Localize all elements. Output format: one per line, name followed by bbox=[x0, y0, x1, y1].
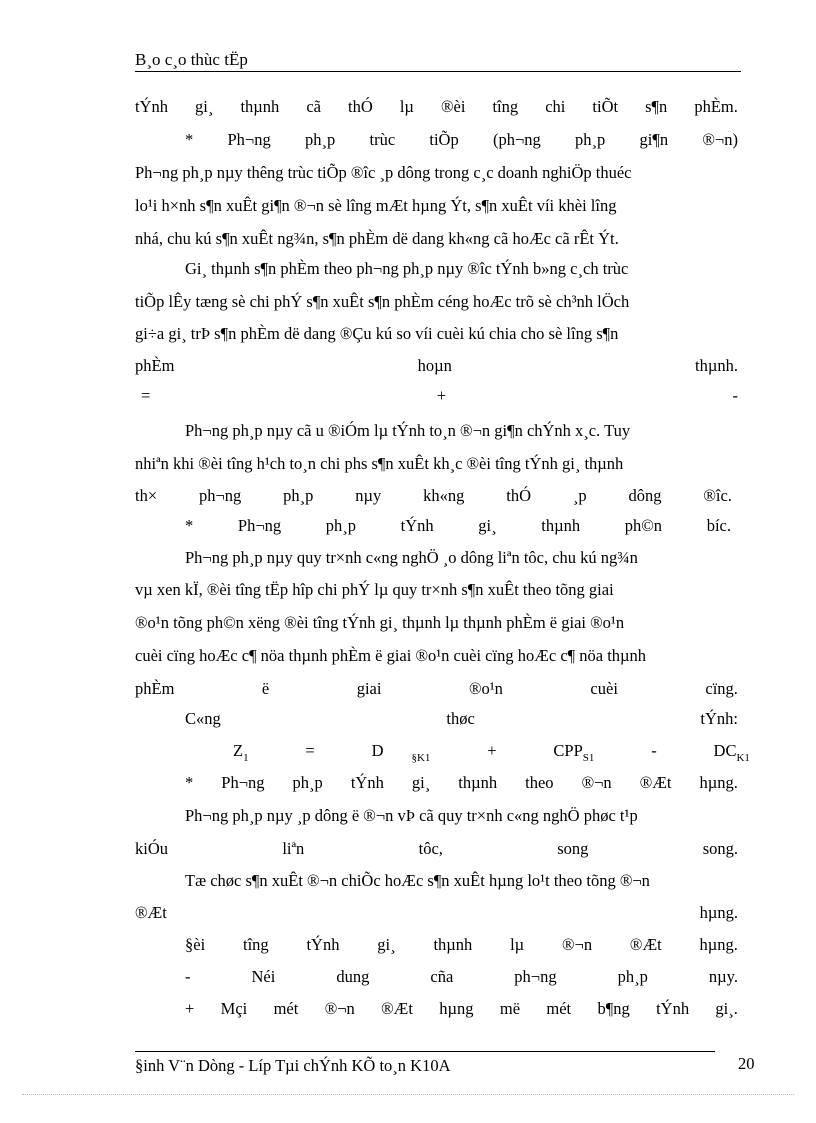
word: ph¬ng bbox=[514, 967, 557, 986]
word: thÓ bbox=[506, 486, 532, 505]
word: tôc, bbox=[418, 839, 443, 858]
formula-cpp: $CPP_{S1}$ bbox=[553, 741, 595, 764]
word: thøc bbox=[446, 709, 475, 728]
word: kh«ng bbox=[423, 486, 465, 505]
body-line: Gi¸ thµnh s¶n phÈm theo ph¬ng ph¸p nµy ®îc tÝnh b»ng c¸ch trùc bbox=[185, 259, 629, 278]
minus-sign: - bbox=[732, 386, 738, 405]
body-line: Ph¬ng ph¸p nµy ¸p dông ë ®¬n vÞ cã quy tr×nh c«ng nghÖ phøc t¹p bbox=[185, 806, 638, 825]
word: ®Æt bbox=[135, 903, 167, 922]
body-line: cuèi cïng hoÆc c¶ nöa thµnh phÈm ë giai ®o¹n cuèi cïng hoÆc c¶ nöa thµnh bbox=[135, 646, 647, 665]
word: gi¸. bbox=[715, 999, 738, 1018]
formula-operators bbox=[141, 386, 738, 406]
word: tÝnh bbox=[400, 516, 434, 535]
word: ®¬n) bbox=[702, 130, 738, 149]
word: tÝnh bbox=[656, 999, 690, 1018]
word: tîng bbox=[242, 935, 269, 954]
word: b¶ng bbox=[597, 999, 630, 1018]
word: mét bbox=[273, 999, 299, 1018]
body-line: Ph¬ng ph¸p nµy thêng trùc tiÕp ®îc ¸p dông trong c¸c doanh nghiÖp thuéc bbox=[135, 163, 632, 182]
word: theo bbox=[525, 773, 554, 792]
word: Mçi bbox=[220, 999, 248, 1018]
word: gi¸ bbox=[411, 773, 431, 792]
body-line: Ph¬ng ph¸p nµy quy tr×nh c«ng nghÖ ¸o dông liªn tôc, chu kú ng¾n bbox=[185, 548, 638, 567]
word: cña bbox=[430, 967, 454, 986]
word: song. bbox=[702, 839, 738, 858]
word: gi¸ bbox=[377, 935, 396, 954]
word: song bbox=[557, 839, 589, 858]
word: nµy. bbox=[708, 967, 738, 986]
word: nµy bbox=[355, 486, 382, 505]
body-line: Ph¬ng ph¸p nµy cã u ®iÓm lµ tÝnh to¸n ®¬n gi¶n chÝnh x¸c. Tuy bbox=[185, 421, 631, 440]
word: tiÕp bbox=[429, 130, 459, 149]
formula-plus: + bbox=[487, 741, 497, 760]
body-line: gi÷a gi¸ trÞ s¶n phÈm dë dang ®Çu kú so víi cuèi kú chia cho sè lîng s¶n bbox=[135, 324, 619, 343]
body-line bbox=[135, 356, 738, 376]
body-line bbox=[185, 999, 738, 1019]
word: phÈm. bbox=[694, 97, 738, 116]
body-line bbox=[135, 97, 738, 117]
formula-minus: - bbox=[651, 741, 657, 760]
word: ®¬n bbox=[324, 999, 355, 1018]
word: tîng bbox=[492, 97, 519, 116]
word: lµ bbox=[510, 935, 525, 954]
word: ®îc. bbox=[703, 486, 732, 505]
word: lµ bbox=[399, 97, 414, 116]
body-line: Tæ chøc s¶n xuÊt ®¬n chiÕc hoÆc s¶n xuÊt hµng lo¹t theo tõng ®¬n bbox=[185, 871, 650, 890]
plus-sign: + bbox=[436, 386, 447, 405]
word: gi¶n bbox=[639, 130, 669, 149]
word: gi¸ bbox=[195, 97, 214, 116]
word: hµng. bbox=[699, 773, 738, 792]
word: tÝnh bbox=[350, 773, 384, 792]
word: tÝnh bbox=[306, 935, 340, 954]
word: bíc. bbox=[706, 516, 731, 535]
word: thÓ bbox=[348, 97, 373, 116]
word: ®¬n bbox=[562, 935, 593, 954]
word: cïng. bbox=[705, 679, 738, 698]
word: s¶n bbox=[645, 97, 668, 116]
body-line bbox=[185, 773, 738, 793]
word: ph¸p bbox=[292, 773, 323, 792]
word: cã bbox=[306, 97, 321, 116]
word: ®o¹n bbox=[468, 679, 503, 698]
body-line: nhiªn khi ®èi tîng h¹ch to¸n chi phs s¶n xuÊt kh¸c ®èi tîng tÝnh gi¸ thµnh bbox=[135, 454, 624, 473]
body-line: nhá, chu kú s¶n xuÊt ng¾n, s¶n phÈm dë dang kh«ng cã hoÆc cã rÊt Ýt. bbox=[135, 229, 619, 248]
word: (ph¬ng bbox=[492, 130, 541, 149]
body-line bbox=[185, 709, 738, 729]
word: Ph¬ng bbox=[227, 130, 271, 149]
word: phÈm bbox=[135, 679, 175, 698]
body-line: lo¹i h×nh s¶n xuÊt gi¶n ®¬n sè lîng mÆt hµng Ýt, s¶n xuÊt víi khèi lîng bbox=[135, 196, 617, 215]
formula-z: $Z_1$ bbox=[233, 741, 249, 764]
word: cuèi bbox=[590, 679, 618, 698]
word: Ph¬ng bbox=[237, 516, 282, 535]
word: giai bbox=[356, 679, 382, 698]
formula-dc: $DC_{K1}$ bbox=[713, 741, 750, 764]
word: ph¸p bbox=[575, 130, 606, 149]
word: ë bbox=[261, 679, 270, 698]
footer-rule bbox=[135, 1051, 715, 1052]
body-line bbox=[185, 516, 731, 536]
word: tÝnh: bbox=[700, 709, 738, 728]
body-line bbox=[185, 935, 738, 955]
word: ph¸p bbox=[304, 130, 336, 149]
word: më bbox=[499, 999, 521, 1018]
word: ®Æt bbox=[629, 935, 662, 954]
word: thµnh bbox=[433, 935, 473, 954]
word: + bbox=[185, 999, 195, 1018]
word: gi¸ bbox=[478, 516, 497, 535]
body-line bbox=[135, 486, 732, 506]
word: ph¸p bbox=[617, 967, 648, 986]
body-line bbox=[135, 839, 738, 859]
body-line: ®o¹n tõng ph©n xëng ®èi tîng tÝnh gi¸ thµnh lµ thµnh phÈm ë giai ®o¹n bbox=[135, 613, 625, 632]
page-number: 20 bbox=[738, 1054, 755, 1073]
word: §èi bbox=[185, 935, 206, 954]
formula bbox=[233, 741, 750, 764]
word: mét bbox=[546, 999, 572, 1018]
word: ®Æt bbox=[639, 773, 672, 792]
word: ph¸p bbox=[283, 486, 314, 505]
word: dung bbox=[336, 967, 370, 986]
word: chi bbox=[545, 97, 566, 116]
footer-author: §inh V¨n Dòng - Líp Tµi chÝnh KÕ to¸n K10A bbox=[135, 1056, 451, 1075]
word: kiÓu bbox=[135, 839, 168, 858]
word: tÝnh bbox=[135, 97, 168, 116]
word: * bbox=[185, 516, 194, 535]
body-line: tiÕp lÊy tæng sè chi phÝ s¶n xuÊt s¶n phÈm céng hoÆc trõ sè ch³nh lÖch bbox=[135, 292, 630, 311]
word: phÈm bbox=[135, 356, 175, 375]
word: - bbox=[185, 967, 191, 986]
word: liªn bbox=[282, 839, 305, 858]
body-line bbox=[185, 967, 738, 987]
word: ®¬n bbox=[581, 773, 612, 792]
word: Ph¬ng bbox=[221, 773, 265, 792]
word: C«ng bbox=[185, 709, 221, 728]
body-line bbox=[185, 130, 738, 150]
word: thµnh. bbox=[695, 356, 738, 375]
word: thµnh bbox=[458, 773, 498, 792]
formula-d: D $_{\S K1}$ bbox=[371, 741, 431, 764]
header-rule bbox=[135, 71, 741, 72]
body-line: vµ xen kÏ, ®èi tîng tËp hîp chi phÝ lµ quy tr×nh s¶n xuÊt theo tõng giai bbox=[135, 580, 614, 599]
body-line bbox=[135, 679, 738, 699]
word: hµng. bbox=[699, 903, 738, 922]
word: ph©n bbox=[624, 516, 663, 535]
formula-equals: = bbox=[305, 741, 315, 760]
word: * bbox=[185, 130, 194, 149]
word: hµng. bbox=[699, 935, 738, 954]
word: dông bbox=[628, 486, 662, 505]
word: thµnh bbox=[541, 516, 581, 535]
header-title: B¸o c¸o thùc tËp bbox=[135, 50, 248, 69]
word: thµnh bbox=[240, 97, 280, 116]
word: * bbox=[185, 773, 194, 792]
word: tiÕt bbox=[592, 97, 619, 116]
page-bottom-border bbox=[22, 1094, 794, 1095]
word: th× bbox=[135, 486, 158, 505]
word: ®èi bbox=[440, 97, 466, 116]
word: hµng bbox=[439, 999, 474, 1018]
word: ¸p bbox=[572, 486, 587, 505]
word: ®Æt bbox=[381, 999, 413, 1018]
equals-sign: = bbox=[141, 386, 151, 405]
word: trùc bbox=[369, 130, 396, 149]
word: Néi bbox=[251, 967, 276, 986]
word: ph¬ng bbox=[199, 486, 242, 505]
body-line bbox=[135, 903, 738, 923]
word: hoµn bbox=[417, 356, 452, 375]
word: ph¸p bbox=[325, 516, 357, 535]
